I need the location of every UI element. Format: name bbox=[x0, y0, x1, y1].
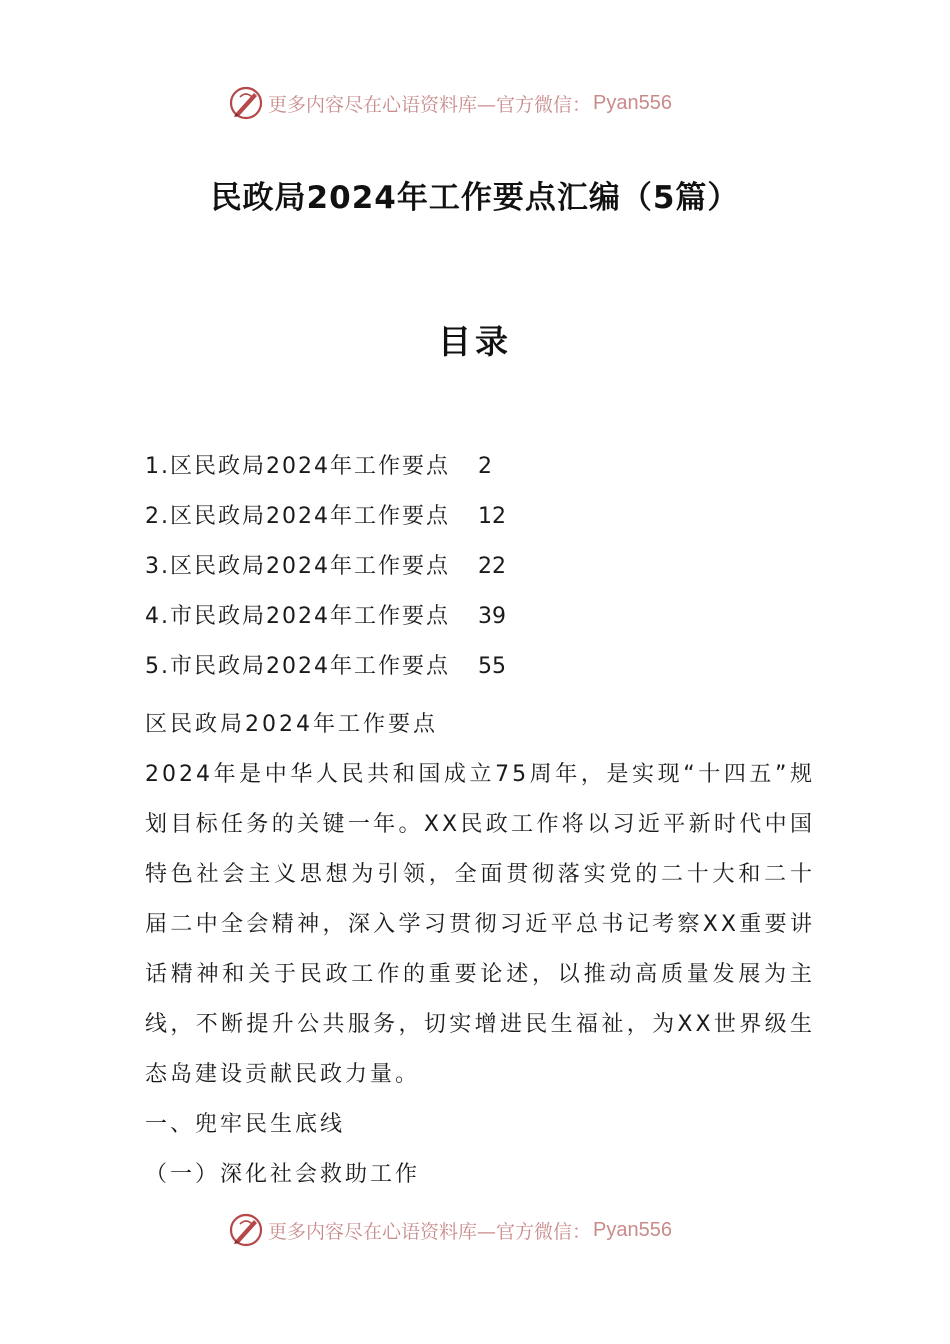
footer-watermark-banner bbox=[228, 1212, 672, 1248]
toc-entry-page: 55 bbox=[478, 654, 506, 679]
toc-entry[interactable] bbox=[145, 600, 645, 650]
toc-entry-page: 12 bbox=[478, 504, 506, 529]
toc-entry-label: 5.市民政局2024年工作要点 bbox=[145, 654, 450, 679]
toc-entry-page: 2 bbox=[478, 454, 492, 479]
toc-heading: 目录 bbox=[438, 322, 512, 361]
section-title: 区民政局2024年工作要点 bbox=[145, 712, 438, 737]
header-watermark-banner bbox=[228, 85, 672, 121]
toc-entry-label: 2.区民政局2024年工作要点 bbox=[145, 504, 450, 529]
toc-entry-label: 1.区民政局2024年工作要点 bbox=[145, 454, 450, 479]
toc-entry-page: 22 bbox=[478, 554, 506, 579]
heading-level-2: （一）深化社会救助工作 bbox=[145, 1162, 421, 1187]
document-body bbox=[145, 700, 815, 1200]
toc-entry-label: 4.市民政局2024年工作要点 bbox=[145, 604, 450, 629]
toc-entry[interactable] bbox=[145, 500, 645, 550]
toc-entry[interactable] bbox=[145, 650, 645, 700]
pen-logo-icon bbox=[228, 85, 264, 121]
heading-level-1: 一、兜牢民生底线 bbox=[145, 1112, 346, 1137]
toc-entry[interactable] bbox=[145, 450, 645, 500]
banner-wechat-id: Pyan556 bbox=[593, 91, 672, 114]
table-of-contents bbox=[145, 450, 645, 700]
toc-entry-label: 3.区民政局2024年工作要点 bbox=[145, 554, 450, 579]
toc-entry[interactable] bbox=[145, 550, 645, 600]
banner-text: 更多内容尽在心语资料库—官方微信： bbox=[268, 93, 592, 116]
banner-wechat-id: Pyan556 bbox=[593, 1218, 672, 1241]
toc-entry-page: 39 bbox=[478, 604, 506, 629]
banner-text: 更多内容尽在心语资料库—官方微信： bbox=[268, 1220, 592, 1243]
intro-paragraph: 2024年是中华人民共和国成立75周年，是实现“十四五”规划目标任务的关键一年。XX民政工作将以习近平新时代中国特色社会主义思想为引领，全面贯彻落实党的二十大和二十届二中全会精神，深入学习贯彻习近平总书记考察XX重要讲话精神和关于民政工作的重要论述，以推动高质量发展为主线，不断提升公共服务，切实增进民生福祉，为XX世界级生态岛建设贡献民政力量。 bbox=[145, 762, 815, 1087]
document-title: 民政局2024年工作要点汇编（5篇） bbox=[210, 180, 740, 216]
pen-logo-icon bbox=[228, 1212, 264, 1248]
